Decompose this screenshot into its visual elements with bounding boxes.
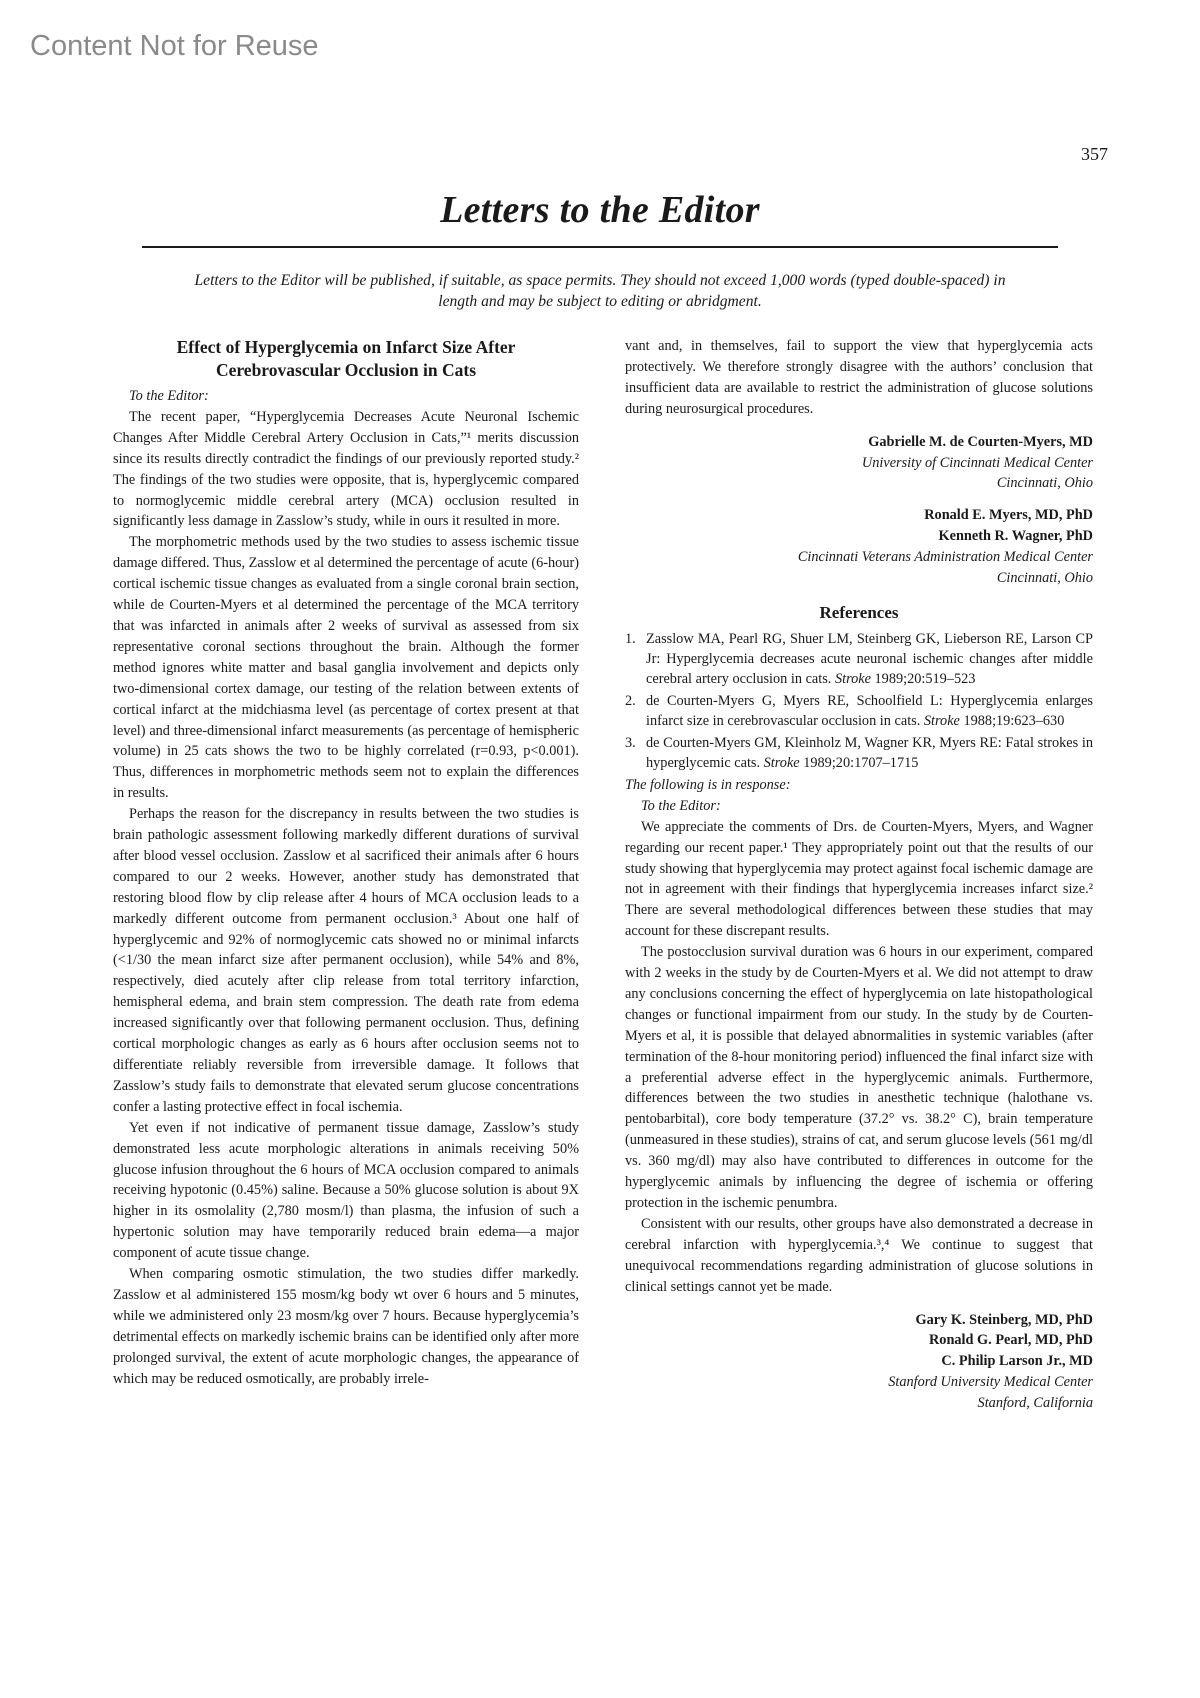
reference-journal: Stroke: [923, 712, 960, 729]
letter-title: [113, 336, 579, 382]
reference-citation: 1989;20:519–523: [874, 670, 976, 687]
signature-name: Gary K. Steinberg, MD, PhD: [915, 1311, 1093, 1328]
reference-text: de Courten-Myers G, Myers RE, Schoolfield L: Hyperglycemia enlarges infarct size in cerebrovascular occlusion in cats.: [646, 692, 1093, 729]
signature-affiliation: Cincinnati Veterans Administration Medical Center: [797, 549, 1093, 566]
signature-city: Cincinnati, Ohio: [996, 570, 1093, 587]
letter-paragraph: Yet even if not indicative of permanent tissue damage, Zasslow’s study demonstrated less acute morphologic alterations in animals receiving 50% glucose infusion throughout the 6 hours of MCA occlusion compared to animals receiving hypotonic (0.45%) saline. Because a 50% glucose solution is about 9X higher in its osmolality (2,780 mosm/l) than plasma, the infusion of such a hypertonic solution may have temporarily reduced brain edema—a major component of acute tissue change.: [113, 1119, 579, 1262]
reference-number: 3.: [625, 734, 636, 751]
signature-affiliation: University of Cincinnati Medical Center: [861, 454, 1093, 471]
journal-title: Letters to the Editor: [440, 189, 760, 231]
reference-citation: 1988;19:623–630: [963, 712, 1065, 729]
reference-text: de Courten-Myers GM, Kleinholz M, Wagner KR, Myers RE: Fatal strokes in hyperglycemic cats.: [646, 734, 1093, 771]
left-column: [113, 336, 579, 1390]
letter-paragraph-continuation: vant and, in themselves, fail to support the view that hyperglycemia acts protectively. We therefore strongly disagree with the authors’ conclusion that insufficient data are available to restrict the administration of glucose solutions during neurosurgical procedures.: [625, 338, 1093, 417]
letter-salutation: To the Editor:: [129, 388, 209, 404]
reference-journal: Stroke: [763, 754, 800, 771]
response-paragraph: We appreciate the comments of Drs. de Courten-Myers, Myers, and Wagner regarding our recent paper.¹ They appropriately point out that the results of our study showing that hyperglycemia may protect against focal ischemic damage are not in agreement with their findings that hyperglycemia increases infarct size.² There are several methodological differences between these studies that may account for these discrepant results.: [625, 818, 1093, 940]
signature-name: Gabrielle M. de Courten-Myers, MD: [868, 433, 1093, 450]
signature-name: Ronald G. Pearl, MD, PhD: [928, 1332, 1093, 1349]
response-paragraph: Consistent with our results, other groups have also demonstrated a decrease in cerebral infarction with hyperglycemia.³,⁴ We continue to suggest that unequivocal recommendations regarding administration of glucose solutions in clinical settings cannot yet be made.: [625, 1215, 1093, 1295]
references-heading: References: [819, 602, 899, 622]
signature-city: Stanford, California: [977, 1395, 1093, 1412]
reference-item: [625, 691, 1093, 731]
letter-title-line-2: Cerebrovascular Occlusion in Cats: [215, 360, 477, 380]
page-number: 357: [1081, 144, 1108, 164]
signature-affiliation: Stanford University Medical Center: [888, 1374, 1093, 1391]
response-signature: [625, 1310, 1093, 1415]
letter-signature: [625, 432, 1093, 589]
reference-item: [625, 629, 1093, 689]
letter-title-line-1: Effect of Hyperglycemia on Infarct Size After: [176, 337, 516, 357]
response-intro: The following is in response:: [625, 776, 791, 793]
signature-city: Cincinnati, Ohio: [996, 475, 1093, 492]
title-rule: [142, 246, 1058, 248]
response-paragraph: The postocclusion survival duration was 6 hours in our experiment, compared with 2 weeks in the study by de Courten-Myers et al. We did not attempt to draw any conclusions concerning the effect of hyperglycemia on late histopathological changes or functional impairment from our study. In the study by de Courten-Myers et al, it is possible that delayed abnormalities in systemic variables (after termination of the 8-hour monitoring period) influenced the final infarct size with a preferential adverse effect in the hyperglycemic animals. Furthermore, differences between the two studies in anesthetic technique (halothane vs. pentobarbital), core body temperature (37.2° vs. 38.2° C), brain temperature (unmeasured in these studies), strains of cat, and serum glucose levels (561 mg/dl vs. 360 mg/dl) may also have contributed to differences in outcome for the hyperglycemic animals by influencing the degree of ischemia or offering protection in the ischemic penumbra.: [625, 944, 1093, 1211]
letter-paragraph: The recent paper, “Hyperglycemia Decreases Acute Neuronal Ischemic Changes After Middle Cerebral Artery Occlusion in Cats,”¹ merits discussion since its results directly contradict the findings of our previously reported study.² The findings of the two studies were opposite, that is, hyperglycemic compared to normoglycemic middle cerebral artery (MCA) occlusion resulted in significantly less damage in Zasslow’s study, while in ours it resulted in more.: [113, 408, 579, 530]
letter-paragraph: The morphometric methods used by the two studies to assess ischemic tissue damage differed. Thus, Zasslow et al determined the percentage of acute (6-hour) cortical ischemic tissue changes as evaluated from a single coronal brain section, while de Courten-Myers et al determined the percentage of the MCA territory that was infarcted in animals after 2 weeks of survival as assessed from six representative coronal sections throughout the brain. Although the former method ignores white matter and basal ganglia involvement and depicts only two-dimensional cortex damage, our testing of the relation between extents of cortical infarct at the midchiasma level (as percentage of cortex present at that level) and three-dimensional infarct measurements (as percentage of hemispheric volume) in 25 cats shows the two to be highly correlated (r=0.93, p<0.001). Thus, differences in morphometric methods seem not to explain the differences in results.: [113, 534, 579, 802]
watermark: Content Not for Reuse: [30, 30, 319, 62]
reference-item: [625, 733, 1093, 773]
letter-paragraph: Perhaps the reason for the discrepancy in results between the two studies is brain pathologic assessment following markedly different durations of survival after blood vessel occlusion. Zasslow et al sacrificed their animals after 6 hours compared to our 2 weeks. However, another study has demonstrated that restoring blood flow by clip release after 4 hours of MCA occlusion leads to a markedly different outcome from permanent occlusion.³ About one half of hyperglycemic and 92% of normoglycemic cats showed no or minimal infarcts (<1/30 the mean infarct size after permanent occlusion), while 54% and 8%, respectively, died acutely after clip release from total territory infarction, hemispheral edema, and brain stem compression. The death rate from edema increased significantly over that following permanent occlusion. Thus, defining cortical morphologic changes as early as 6 hours after occlusion seems not to differentiate reliably reversible from irreversible damage. It follows that Zasslow’s study fails to demonstrate that elevated serum glucose concentrations confer a lasting protective effect in focal ischemia.: [113, 806, 579, 1115]
letter-paragraph-continued: When comparing osmotic stimulation, the two studies differ markedly. Zasslow et al administered 155 mosm/kg body wt over 6 hours and 5 minutes, while we administered only 23 mosm/kg over 7 hours. Because hyperglycemia’s detrimental effects on markedly ischemic brains can be identified only after more prolonged survival, the extent of acute morphologic changes, the appearance of which may be reduced osmotically, are probably irrele-: [113, 1266, 579, 1387]
signature-name: Ronald E. Myers, MD, PhD: [924, 507, 1093, 524]
reference-journal: Stroke: [834, 670, 871, 687]
signature-name: Kenneth R. Wagner, PhD: [938, 528, 1093, 545]
references-list: [625, 629, 1093, 773]
signature-name: C. Philip Larson Jr., MD: [941, 1353, 1093, 1370]
reference-number: 2.: [625, 692, 636, 709]
right-column: [625, 336, 1093, 1414]
reference-number: 1.: [625, 630, 636, 647]
reference-citation: 1989;20:1707–1715: [803, 754, 919, 771]
reference-text: Zasslow MA, Pearl RG, Shuer LM, Steinberg GK, Lieberson RE, Larson CP Jr: Hyperglycemia decreases acute neuronal ischemic changes after middle cerebral artery occlusion in cats.: [646, 630, 1093, 687]
editorial-note: Letters to the Editor will be published, if suitable, as space permits. They should not exceed 1,000 words (typed double-spaced) in length and may be subject to editing or abridgment.: [194, 272, 1006, 310]
response-salutation: To the Editor:: [641, 797, 721, 814]
